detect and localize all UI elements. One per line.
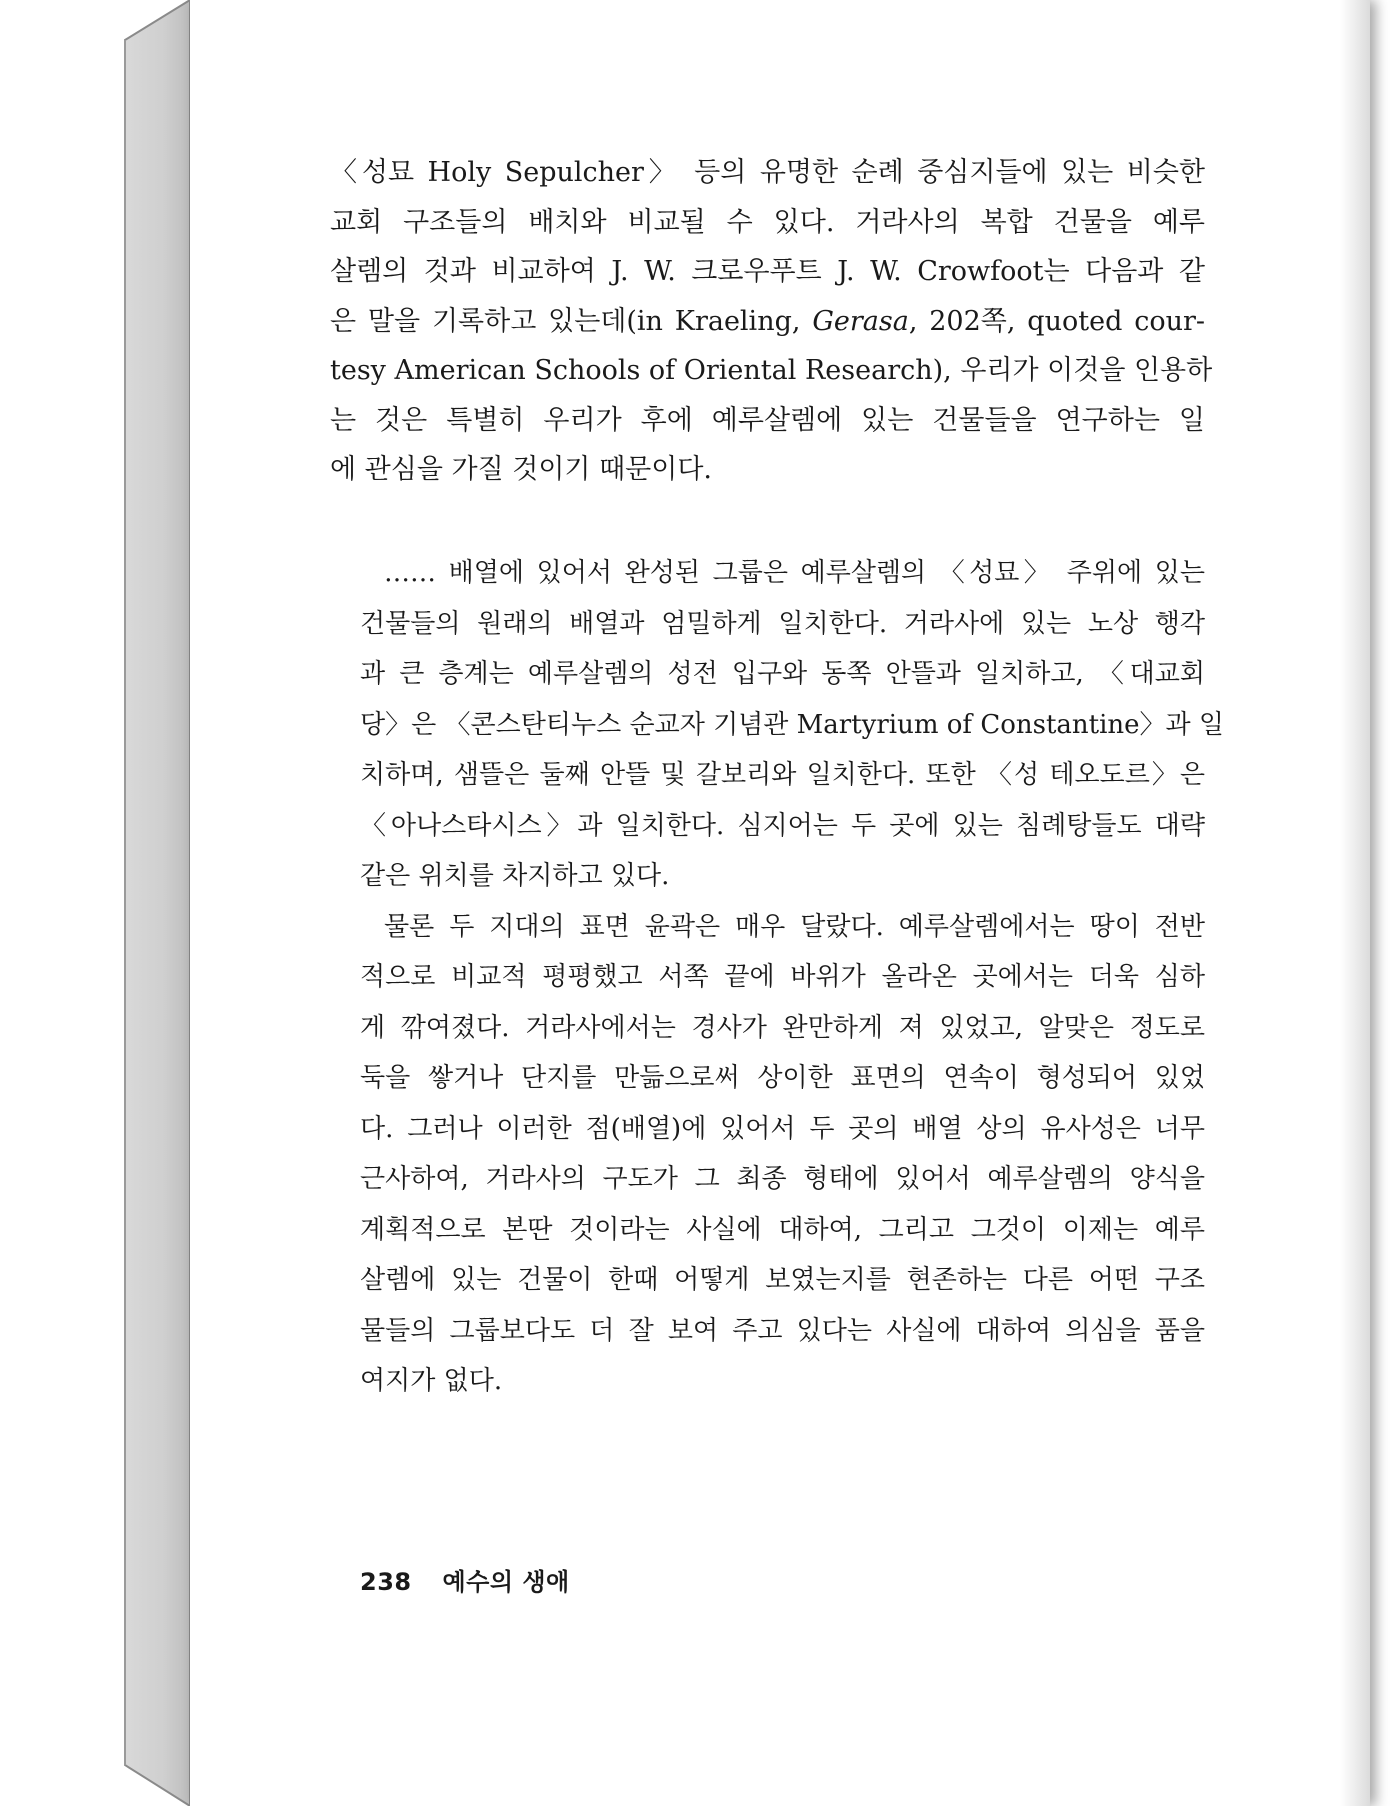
text-line: 에 관심을 가질 것이기 때문이다. [330,454,712,485]
text-line: 과 큰 층계는 예루살렘의 성전 입구와 동쪽 안뜰과 일치하고, 〈대교회 [360,659,1205,689]
text-line: 〈아나스타시스〉과 일치한다. 심지어는 두 곳에 있는 침례탕들도 대략 [360,810,1205,841]
text-line: 계획적으로 본딴 것이라는 사실에 대하여, 그리고 그것이 이제는 예루 [360,1214,1205,1245]
text-line: 치하며, 샘뜰은 둘째 안뜰 및 갈보리와 일치한다. 또한 〈성 테오도르〉은 [360,760,1205,790]
book-page [190,0,1370,1806]
italic-title: Gerasa [812,305,909,337]
quote-paragraph-2-cont [360,952,1205,1407]
text-line: 물들의 그룹보다도 더 잘 보여 주고 있다는 사실에 대하여 의심을 품을 [360,1315,1205,1346]
body-paragraph-1 [330,148,1213,495]
text-line-with-italic [330,297,1205,347]
text-line: 근사하여, 거라사의 구도가 그 최종 형태에 있어서 예루살렘의 양식을 [360,1164,1205,1194]
text-line: 같은 위치를 차지하고 있다. [360,861,670,891]
text-line: 살렘의 것과 비교하여 J. W. 크로우푸트 J. W. Crowfoot는 다음과 같 [330,256,1205,287]
text-line: 물론 두 지대의 표면 윤곽은 매우 달랐다. 예루살렘에서는 땅이 전반 [384,911,1205,942]
text-line: tesy American Schools of Oriental Research), 우리가 이것을 인용하 [330,355,1213,386]
text-fragment: , 202쪽, quoted cour- [908,305,1205,337]
text-line: 둑을 쌓거나 단지를 만듦으로써 상이한 표면의 연속이 형성되어 있었 [360,1063,1205,1093]
block-quote [360,548,1225,1407]
text-fragment: 은 말을 기록하고 있는데(in Kraeling, [330,305,813,337]
text-line: 다. 그러나 이러한 점(배열)에 있어서 두 곳의 배열 상의 유사성은 너무 [360,1113,1205,1144]
text-line: 교회 구조들의 배치와 비교될 수 있다. 거라사의 복합 건물을 예루 [330,206,1205,238]
text-line: 적으로 비교적 평평했고 서쪽 끝에 바위가 올라온 곳에서는 더욱 심하 [360,962,1205,992]
running-title: 예수의 생애 [442,1568,570,1596]
book-spine-edge [0,0,200,1806]
text-line: 는 것은 특별히 우리가 후에 예루살렘에 있는 건물들을 연구하는 일 [330,404,1205,436]
quote-paragraph-1 [360,548,1205,599]
quote-paragraph-2 [360,902,1205,953]
text-line: 〈성묘 Holy Sepulcher〉 등의 유명한 순례 중심지들에 있는 비슷한 [330,157,1205,188]
text-line: 당〉은 〈콘스탄티누스 순교자 기념관 Martyrium of Constantine〉과 일 [360,709,1225,740]
page-number: 238 [360,1568,412,1596]
text-line: 살렘에 있는 건물이 한때 어떻게 보였는지를 현존하는 다른 어떤 구조 [360,1265,1205,1295]
text-line: 여지가 없다. [360,1366,503,1396]
text-line: 건물들의 원래의 배열과 엄밀하게 일치한다. 거라사에 있는 노상 행각 [360,608,1205,639]
text-line: …… 배열에 있어서 완성된 그룹은 예루살렘의 〈성묘〉 주위에 있는 [384,558,1205,588]
quote-paragraph-1-cont [360,599,1225,902]
text-line: 게 깎여졌다. 거라사에서는 경사가 완만하게 져 있었고, 알맞은 정도로 [360,1012,1205,1043]
page-edge-shadow [1340,0,1370,1806]
page-footer [360,1562,570,1597]
